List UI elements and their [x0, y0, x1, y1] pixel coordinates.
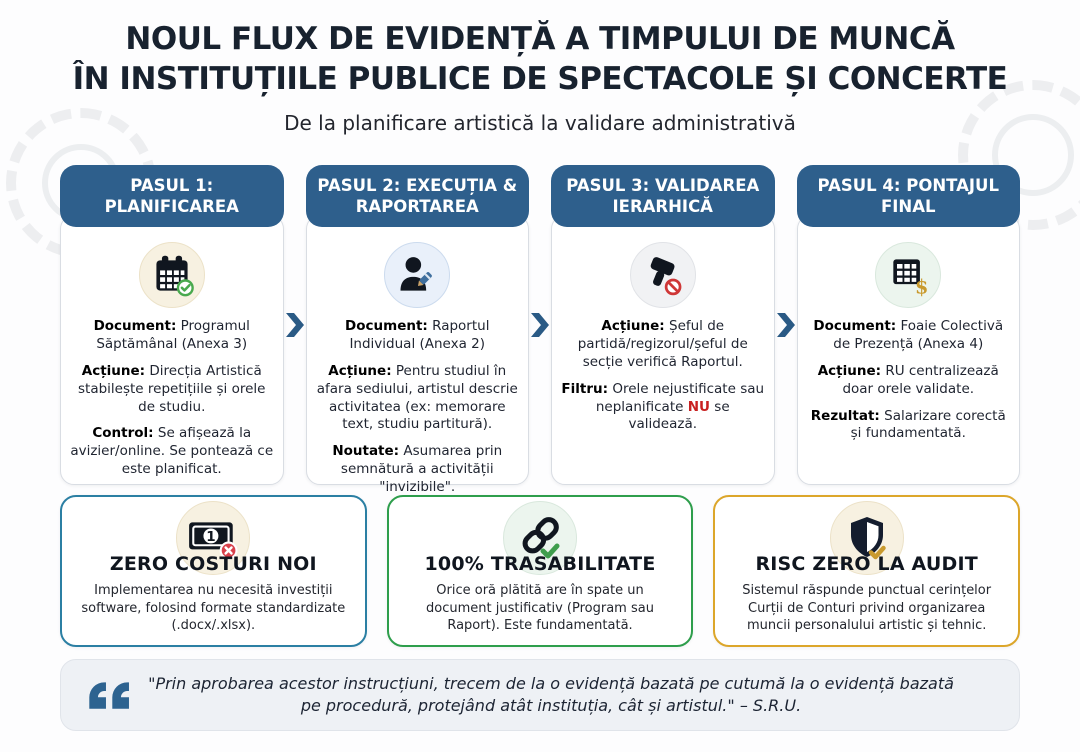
- step-item: Filtru: Orele nejustificate sau neplanificate NU se validează.: [561, 380, 765, 433]
- step-item: Control: Se afișează la avizier/online. Se pontează ce este planificat.: [70, 425, 274, 478]
- step-item: Acțiune: Șeful de partidă/regizorul/șeful de secție verifică Raportul.: [577, 318, 748, 370]
- benefit-card-costs: [60, 495, 367, 647]
- gavel-block-icon: [630, 242, 696, 308]
- benefit-text: Orice oră plătită are în spate un document justificativ (Program sau Raport). Este fundamentată.: [426, 583, 654, 634]
- table-dollar-icon: [875, 242, 941, 308]
- page-title-line1: NOUL FLUX DE EVIDENȚĂ A TIMPULUI DE MUNCĂ: [125, 21, 955, 57]
- benefits-row: [60, 495, 1020, 647]
- step-item: Acțiune: Pentru studiul în afara sediului, artistul descrie activitatea (ex: memorare text, studiu partitură).: [316, 362, 518, 433]
- step-item: Document: Programul Săptămânal (Anexa 3): [93, 318, 250, 353]
- arrow-right-icon: [775, 165, 797, 485]
- step-card-1: [60, 165, 284, 485]
- page-title: [0, 20, 1080, 99]
- step-item: Document: Foaie Colectivă de Prezență (Anexa 4): [813, 318, 1004, 353]
- benefit-title: ZERO COSTURI NOI: [109, 553, 317, 576]
- step-item: Acțiune: RU centralizează doar orele validate.: [817, 362, 999, 397]
- step-card-3: [551, 165, 775, 485]
- quote-box: [60, 659, 1020, 731]
- benefit-title: RISC ZERO LA AUDIT: [755, 553, 978, 576]
- benefit-card-traceability: [387, 495, 694, 647]
- step-card-4: [797, 165, 1021, 485]
- nu-highlight: NU: [687, 398, 710, 415]
- arrow-right-icon: [284, 165, 306, 485]
- step-1-header: PASUL 1: PLANIFICAREA: [60, 165, 284, 227]
- quote-icon: [87, 678, 139, 712]
- step-item: Rezultat: Salarizare corectă și fundamentată.: [810, 407, 1006, 442]
- page-subtitle: De la planificare artistică la validare administrativă: [284, 111, 796, 136]
- svg-text:1: 1: [206, 529, 216, 546]
- step-item: Noutate: Asumarea prin semnătură a activității "invizibile".: [332, 443, 503, 495]
- step-item: Acțiune: Direcția Artistică stabilește repetițiile și orele de studiu.: [78, 362, 266, 415]
- benefit-title: 100% TRASABILITATE: [424, 553, 656, 576]
- calendar-check-icon: [139, 242, 205, 308]
- quote-text: "Prin aprobarea acestor instrucțiuni, trecem de la o evidență bazată pe cutumă la o evidență bazată pe procedură, protejând atât instituția, cât și artistul." – S.R.U.: [148, 673, 954, 716]
- step-3-header: PASUL 3: VALIDAREA IERARHICĂ: [551, 165, 775, 227]
- arrow-right-icon: [529, 165, 551, 485]
- benefit-text: Implementarea nu necesită investiții software, folosind formate standardizate (.docx/.xlsx).: [81, 583, 346, 634]
- step-2-header: PASUL 2: EXECUȚIA & RAPORTAREA: [306, 165, 530, 227]
- benefit-text: Sistemul răspunde punctual cerințelor Curții de Conturi privind organizarea muncii personalului artistic și tehnic.: [742, 583, 992, 634]
- page-title-line2: ÎN INSTITUȚIILE PUBLICE DE SPECTACOLE ȘI CONCERTE: [72, 60, 1008, 97]
- svg-text:$: $: [915, 275, 929, 298]
- step-4-header: PASUL 4: PONTAJUL FINAL: [797, 165, 1021, 227]
- steps-row: [60, 165, 1020, 495]
- step-card-2: [306, 165, 530, 495]
- benefit-card-audit: [713, 495, 1020, 647]
- user-pencil-icon: [384, 242, 450, 308]
- step-item: Document: Raportul Individual (Anexa 2): [345, 318, 490, 353]
